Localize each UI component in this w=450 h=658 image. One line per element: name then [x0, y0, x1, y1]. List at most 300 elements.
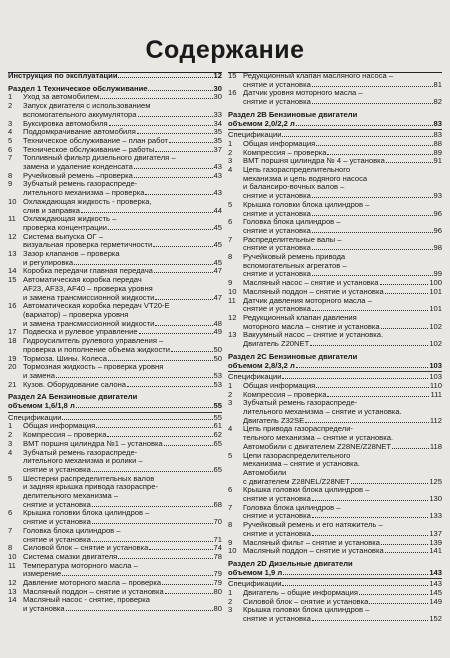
toc-page-number: 98: [433, 243, 442, 253]
dot-leader: [171, 351, 213, 352]
toc-page-number: 80: [213, 604, 222, 614]
toc-entry-line: проверка концентрации: [23, 222, 108, 232]
toc-entry[interactable]: [8, 276, 222, 302]
toc-entry-number: 9: [8, 179, 13, 189]
toc-entry-line: Редукционный клапан давления: [243, 312, 357, 322]
toc-entry-line: Раздел 2А Бензиновые двигатели: [8, 392, 138, 402]
toc-page-number: 102: [429, 339, 442, 349]
toc-entry-line: снятие и установка: [243, 79, 311, 89]
dot-leader: [76, 407, 213, 408]
toc-entry-number: 2: [228, 596, 233, 606]
toc-entry-line: Масляный фильт – снятие и установка: [243, 537, 380, 547]
toc-entry-line: Система смазки двигателя: [23, 551, 118, 561]
toc-page-number: 47: [213, 292, 222, 302]
toc-entry-line: Автомобили: [243, 467, 287, 477]
dot-leader: [138, 116, 213, 117]
dot-leader: [81, 212, 213, 213]
dot-leader: [108, 229, 213, 230]
toc-entry-number: 9: [228, 537, 233, 547]
dot-leader: [312, 310, 429, 311]
toc-entry-line: Автоматическая коробка передач: [23, 275, 142, 285]
toc-entry-number: 10: [8, 551, 17, 561]
toc-entry[interactable]: [8, 475, 222, 510]
toc-entry-line: механизма и цепь водяного насоса: [243, 173, 368, 183]
toc-entry-number: 3: [228, 605, 233, 615]
dot-leader: [108, 360, 213, 361]
toc-page-number: 83: [433, 118, 442, 128]
toc-entry[interactable]: [8, 527, 222, 544]
toc-entry-line: объемом 2,8/3,2 л: [228, 360, 295, 370]
dot-leader: [282, 136, 432, 137]
toc-entry-line: Зубчатый ремень газораспреде-: [23, 447, 138, 457]
toc-entry-line: Техническое обслуживание – план работ: [23, 135, 169, 145]
toc-entry-line: лительного механизма – снятие и установка.: [243, 407, 402, 417]
toc-entry[interactable]: [228, 425, 442, 451]
toc-entry-number: 13: [8, 249, 17, 259]
toc-entry-number: 20: [8, 362, 17, 372]
dot-leader: [164, 445, 213, 446]
dot-leader: [392, 448, 429, 449]
dot-leader: [386, 162, 433, 163]
toc-page-number: 43: [213, 162, 222, 172]
dot-leader: [312, 500, 429, 501]
toc-entry-line: Цепь газораспределительного: [243, 165, 351, 175]
toc-page-number: 101: [429, 286, 442, 296]
dot-leader: [96, 427, 212, 428]
dot-leader: [351, 483, 428, 484]
toc-entry-number: 9: [228, 278, 233, 288]
dot-leader: [369, 603, 428, 604]
toc-entry-line: Датчик уровня моторного масла –: [243, 88, 363, 98]
toc-page-number: 101: [429, 304, 442, 314]
toc-left-column: [8, 72, 222, 614]
toc-entry-number: 17: [8, 327, 17, 337]
dot-leader: [134, 168, 213, 169]
toc-entry-line: Масляный поддон – снятие и установка: [23, 586, 164, 596]
toc-entry[interactable]: [228, 486, 442, 503]
toc-page-number: 71: [213, 534, 222, 544]
dot-leader: [305, 422, 429, 423]
toc-page-number: 53: [213, 370, 222, 380]
dot-leader: [155, 299, 212, 300]
toc-entry-number: 15: [8, 275, 17, 285]
toc-page-number: 34: [213, 118, 222, 128]
dot-leader: [296, 125, 433, 126]
toc-entry-line: Крышка головки блока цилиндров –: [23, 508, 150, 518]
toc-entry-line: Запуск двигателя с использованием: [23, 101, 151, 111]
toc-entry-line: Гидроусилитель рулевого управления –: [23, 336, 164, 346]
toc-entry-number: 7: [228, 234, 233, 244]
toc-entry-line: Топливный фильтр дизельного двигателя –: [23, 153, 176, 163]
toc-entry-line: вспомогательных агрегатов –: [243, 260, 347, 270]
toc-entry-line: Спецификации: [228, 372, 282, 382]
toc-entry-line: лительного механизма – проверка: [23, 188, 145, 198]
toc-page-number: 50: [213, 353, 222, 363]
toc-entry-number: 5: [8, 473, 13, 483]
dot-leader: [92, 506, 213, 507]
toc-entry-line: Кузов. Оборудование салона: [23, 379, 127, 389]
toc-section-heading[interactable]: [228, 111, 442, 128]
dot-leader: [118, 77, 212, 78]
toc-entry-number: 13: [228, 330, 237, 340]
toc-entry-line: Зазор клапанов – проверка: [23, 249, 120, 259]
toc-page-number: 33: [213, 109, 222, 119]
dot-leader: [165, 593, 213, 594]
toc-page-number: 141: [429, 546, 442, 556]
toc-page-number: 103: [429, 360, 442, 370]
toc-entry-number: 3: [228, 156, 233, 166]
toc-entry-line: Ручейковый ремень привода: [243, 252, 346, 262]
dot-leader: [316, 145, 432, 146]
toc-entry-number: 1: [8, 421, 13, 431]
toc-entry-line: Тормоза. Шины. Колеса: [23, 353, 108, 363]
toc-page-number: 45: [213, 257, 222, 267]
toc-entry[interactable]: [228, 452, 442, 487]
toc-page-number: 125: [429, 476, 442, 486]
toc-entry-line: Общая информация: [23, 421, 96, 431]
toc-page-number: 88: [433, 138, 442, 148]
toc-entry-number: 18: [8, 336, 17, 346]
toc-entry[interactable]: [8, 337, 222, 354]
toc-entry-number: 4: [8, 127, 13, 137]
toc-page-number: 68: [213, 499, 222, 509]
toc-entry-line: Цепь привода газораспредели-: [243, 424, 353, 434]
toc-entry[interactable]: [8, 215, 222, 232]
toc-entry-line: Двигатель Z32SE: [243, 415, 305, 425]
toc-entry-line: и установка: [23, 604, 65, 614]
toc-entry-number: 14: [8, 266, 17, 276]
toc-entry[interactable]: [228, 399, 442, 425]
toc-page-number: 12: [213, 71, 222, 80]
toc-entry-number: 16: [228, 88, 237, 98]
toc-entry-number: 12: [228, 312, 237, 322]
dot-leader: [118, 558, 212, 559]
toc-entry-number: 5: [228, 450, 233, 460]
dot-leader: [149, 549, 212, 550]
toc-entry-line: снятие и установка: [243, 191, 311, 201]
toc-page-number: 112: [429, 415, 442, 425]
dot-leader: [312, 197, 433, 198]
toc-entry-line: Распределительные валы –: [243, 234, 342, 244]
toc-page-number: 103: [429, 372, 442, 382]
toc-page-number: 30: [213, 83, 222, 93]
toc-entry[interactable]: [8, 250, 222, 267]
toc-entry[interactable]: [228, 314, 442, 331]
dot-leader: [127, 386, 213, 387]
toc-page-number: 130: [429, 494, 442, 504]
toc-entry[interactable]: [8, 180, 222, 197]
toc-page-number: 43: [213, 188, 222, 198]
toc-entry-line: снятие и установка: [243, 97, 311, 107]
toc-entry-line: Компрессия – проверка: [23, 430, 107, 440]
toc-page-number: 30: [213, 92, 222, 102]
toc-page-number: 50: [213, 344, 222, 354]
toc-entry-number: 12: [8, 231, 17, 241]
toc-entry-line: Инструкция по эксплуатации: [8, 71, 118, 80]
toc-page-number: 93: [433, 191, 442, 201]
toc-entry-line: Охлаждающая жидкость - проверка,: [23, 196, 152, 206]
toc-page-number: 99: [433, 269, 442, 279]
toc-entry[interactable]: [228, 606, 442, 623]
toc-entry-number: 6: [8, 508, 13, 518]
toc-section-heading[interactable]: [228, 560, 442, 577]
toc-entry[interactable]: [8, 363, 222, 380]
toc-entry-line: замена и удаление конденсата: [23, 162, 133, 172]
toc-page-number: 152: [429, 614, 442, 624]
toc-entry[interactable]: [228, 166, 442, 201]
toc-entry-line: снятие и установка: [243, 494, 311, 504]
dot-leader: [282, 585, 428, 586]
toc-entry-number: 10: [228, 286, 237, 296]
toc-page-number: 83: [433, 130, 442, 140]
toc-entry-line: Силовой блок – снятие и установка: [23, 543, 149, 553]
toc-entry-number: 6: [8, 144, 13, 154]
dot-leader: [381, 328, 429, 329]
toc-entry-number: 6: [228, 485, 233, 495]
toc-entry-number: 19: [8, 353, 17, 363]
toc-entry-line: Зубчатый ремень газораспреде-: [23, 179, 138, 189]
toc-page-number: 55: [213, 401, 222, 411]
toc-entry-line: Компрессия – проверка: [243, 147, 327, 157]
toc-entry[interactable]: [8, 302, 222, 328]
toc-entry-number: 5: [8, 135, 13, 145]
dot-leader: [282, 378, 428, 379]
toc-entry-line: делительного механизма –: [23, 491, 119, 501]
toc-entry[interactable]: [8, 596, 222, 613]
toc-entry-line: Тормозная жидкость – проверка уровня: [23, 362, 164, 372]
toc-entry-number: 3: [8, 118, 13, 128]
toc-entry-line: и замена: [23, 370, 55, 380]
dot-leader: [155, 325, 212, 326]
toc-entry-line: объемом 1,9 л: [228, 567, 283, 577]
toc-entry-number: 2: [8, 430, 13, 440]
toc-page-number: 96: [433, 225, 442, 235]
toc-entry-line: снятие и установка: [243, 528, 311, 538]
dot-leader: [312, 517, 429, 518]
toc-right-column: [228, 72, 442, 624]
toc-entry[interactable]: [228, 253, 442, 279]
toc-entry-line: и балансиро-вочных валов –: [243, 182, 345, 192]
toc-entry-line: Поддомкрачивание автомобиля: [23, 127, 136, 137]
toc-entry-line: Головка блока цилиндров –: [243, 502, 341, 512]
dot-leader: [155, 151, 212, 152]
toc-entry[interactable]: [8, 509, 222, 526]
toc-entry-number: 16: [8, 301, 17, 311]
toc-entry-line: с двигателем Z28NEL/Z28NET: [243, 476, 350, 486]
dot-leader: [56, 377, 213, 378]
toc-entry-number: 11: [8, 214, 16, 224]
toc-entry-number: 10: [228, 546, 237, 556]
toc-entry-line: Буксировка автомобиля: [23, 118, 108, 128]
toc-entry-line: снятие и установка: [243, 243, 311, 253]
toc-entry-line: снятие и установка: [243, 225, 311, 235]
dot-leader: [154, 272, 213, 273]
toc-page-number: 70: [213, 517, 222, 527]
toc-page-number: 89: [433, 147, 442, 157]
toc-entry-line: снятие и установка: [23, 499, 91, 509]
toc-entry-line: Раздел 2В Бензиновые двигатели: [228, 109, 358, 119]
toc-entry[interactable]: [8, 449, 222, 475]
toc-entry-line: вспомогательного аккумулятора: [23, 109, 137, 119]
toc-page-number: 65: [213, 438, 222, 448]
toc-entry-line: Подвеска и рулевое управление: [23, 327, 138, 337]
toc-entry-line: Крышка головки блока цилиндров –: [243, 485, 370, 495]
toc-page-number: 145: [429, 588, 442, 598]
toc-entry-number: 11: [8, 560, 16, 570]
toc-entry-line: ВМТ поршня цилиндра № 4 – установка: [243, 156, 385, 166]
dot-leader: [327, 396, 429, 397]
toc-entry-number: 13: [8, 586, 17, 596]
toc-entry-line: Компрессия – проверка: [243, 389, 327, 399]
dot-leader: [385, 552, 429, 553]
toc-entry-line: Давление моторного масла – проверка: [23, 578, 162, 588]
toc-entry-line: Двигатель Z20NET: [243, 339, 310, 349]
dot-leader: [134, 177, 213, 178]
dot-leader: [380, 284, 429, 285]
toc-entry[interactable]: [8, 233, 222, 250]
toc-entry-line: Ручейковый ремень и его натяжитель –: [243, 520, 383, 530]
toc-entry-line: Спецификации: [228, 130, 282, 140]
toc-entry-line: снятие и установка: [23, 534, 91, 544]
toc-entry-line: ВМТ поршня цилиндра №1 – установка: [23, 438, 163, 448]
toc-entry-line: Крышка головки блока цилиндров –: [243, 199, 370, 209]
dot-leader: [153, 246, 212, 247]
toc-entry[interactable]: [228, 218, 442, 235]
toc-entry-number: 3: [8, 438, 13, 448]
toc-page-number: 61: [213, 421, 222, 431]
toc-entry-number: 1: [228, 138, 233, 148]
toc-entry-line: снятие и установка: [243, 511, 311, 521]
toc-entry-line: и замена трансмиссионной жидкости: [23, 318, 155, 328]
toc-page-number: 62: [213, 430, 222, 440]
dot-leader: [62, 575, 212, 576]
dot-leader: [92, 523, 213, 524]
toc-entry-line: снятие и установка: [243, 208, 311, 218]
dot-leader: [107, 436, 212, 437]
toc-page-number: 80: [213, 586, 222, 596]
toc-entry-line: Ручейковый ремень –проверка: [23, 170, 133, 180]
toc-entry-number: 5: [228, 199, 233, 209]
toc-entry[interactable]: [228, 236, 442, 253]
toc-entry-line: снятие и установка: [23, 464, 91, 474]
dot-leader: [145, 194, 212, 195]
toc-entry-line: снятие и установка: [243, 269, 311, 279]
toc-entry-line: Автомобили с двигателем Z28NE/Z28NET: [243, 441, 392, 451]
toc-entry[interactable]: [228, 521, 442, 538]
toc-entry[interactable]: [8, 381, 222, 390]
dot-leader: [310, 345, 428, 346]
toc-page-number: 102: [429, 321, 442, 331]
toc-entry-number: 6: [228, 217, 233, 227]
toc-entry-line: снятие и установка: [243, 304, 311, 314]
toc-entry[interactable]: [228, 89, 442, 106]
toc-entry-number: 7: [8, 525, 13, 535]
toc-entry-number: 8: [228, 520, 233, 530]
dot-leader: [283, 574, 428, 575]
toc-entry-line: Масляный поддон – снятие и установка: [243, 286, 384, 296]
toc-entry[interactable]: [8, 198, 222, 215]
toc-page-number: 65: [213, 464, 222, 474]
dot-leader: [162, 584, 212, 585]
toc-entry-line: Вакуумный насос – снятие и установка.: [243, 330, 384, 340]
toc-page-number: 139: [429, 537, 442, 547]
toc-page-number: 48: [213, 318, 222, 328]
toc-entry[interactable]: [228, 297, 442, 314]
toc-page-number: 78: [213, 551, 222, 561]
dot-leader: [312, 535, 429, 536]
toc-entry-number: 12: [8, 578, 17, 588]
dot-leader: [312, 232, 433, 233]
toc-entry-line: Головка блока цилиндров –: [23, 525, 121, 535]
toc-entry-line: Крышка головки блока цилиндров –: [243, 605, 370, 615]
toc-entry[interactable]: [228, 72, 442, 89]
toc-entry-number: 4: [228, 165, 233, 175]
toc-entry-number: 2: [228, 147, 233, 157]
toc-page-number: 35: [213, 135, 222, 145]
toc-page-number: 143: [429, 567, 442, 577]
toc-section-heading[interactable]: [228, 353, 442, 370]
toc-entry-line: Общая информация: [243, 380, 316, 390]
toc-page-number: 37: [213, 144, 222, 154]
toc-entry-line: Цепи газораспределительного: [243, 450, 351, 460]
dot-leader: [327, 154, 432, 155]
dot-leader: [148, 90, 212, 91]
toc-entry-line: Техническое обслуживание – работы: [23, 144, 155, 154]
toc-entry[interactable]: [228, 201, 442, 218]
dot-leader: [312, 215, 433, 216]
toc-page-number: 137: [429, 528, 442, 538]
toc-entry-line: Охлаждающая жидкость –: [23, 214, 117, 224]
toc-entry-line: Коробка передачи главная передача: [23, 266, 153, 276]
toc-entry[interactable]: [8, 154, 222, 171]
dot-leader: [312, 275, 433, 276]
toc-entry-number: 2: [228, 389, 233, 399]
toc-page-number: 74: [213, 543, 222, 553]
toc-entry-number: 8: [8, 170, 13, 180]
toc-page-number: 133: [429, 511, 442, 521]
toc-entry[interactable]: [228, 547, 442, 556]
toc-entry-line: и замена трансмиссионной жидкости: [23, 292, 155, 302]
toc-entry-number: 2: [8, 101, 13, 111]
dot-leader: [109, 125, 213, 126]
dot-leader: [137, 133, 213, 134]
toc-entry[interactable]: [228, 504, 442, 521]
toc-entry-number: 7: [228, 502, 233, 512]
dot-leader: [385, 293, 429, 294]
toc-entry[interactable]: [8, 102, 222, 119]
toc-entry-number: 11: [228, 295, 236, 305]
toc-entry-line: Автоматическая коробка передач VT20-E: [23, 301, 170, 311]
toc-entry-line: Система выпуска ОГ –: [23, 231, 103, 241]
toc-entry-line: Общая информация: [243, 138, 316, 148]
toc-entry[interactable]: [8, 72, 222, 81]
toc-page-number: 44: [213, 205, 222, 215]
toc-entry-number: 7: [8, 153, 13, 163]
dot-leader: [62, 419, 212, 420]
toc-entry-number: 10: [8, 196, 17, 206]
toc-entry-line: слив и заправка: [23, 205, 80, 215]
toc-entry-line: тельного механизма – снятие и установка.: [243, 433, 394, 443]
page-title: Содержание: [145, 36, 305, 64]
dot-leader: [312, 620, 429, 621]
toc-entry[interactable]: [8, 562, 222, 579]
toc-entry-line: проверка и пополнение объема жидкости: [23, 344, 170, 354]
toc-entry[interactable]: [228, 331, 442, 348]
toc-page-number: 35: [213, 127, 222, 137]
toc-section-heading[interactable]: [8, 393, 222, 410]
toc-page-number: 49: [213, 327, 222, 337]
dot-leader: [92, 471, 213, 472]
